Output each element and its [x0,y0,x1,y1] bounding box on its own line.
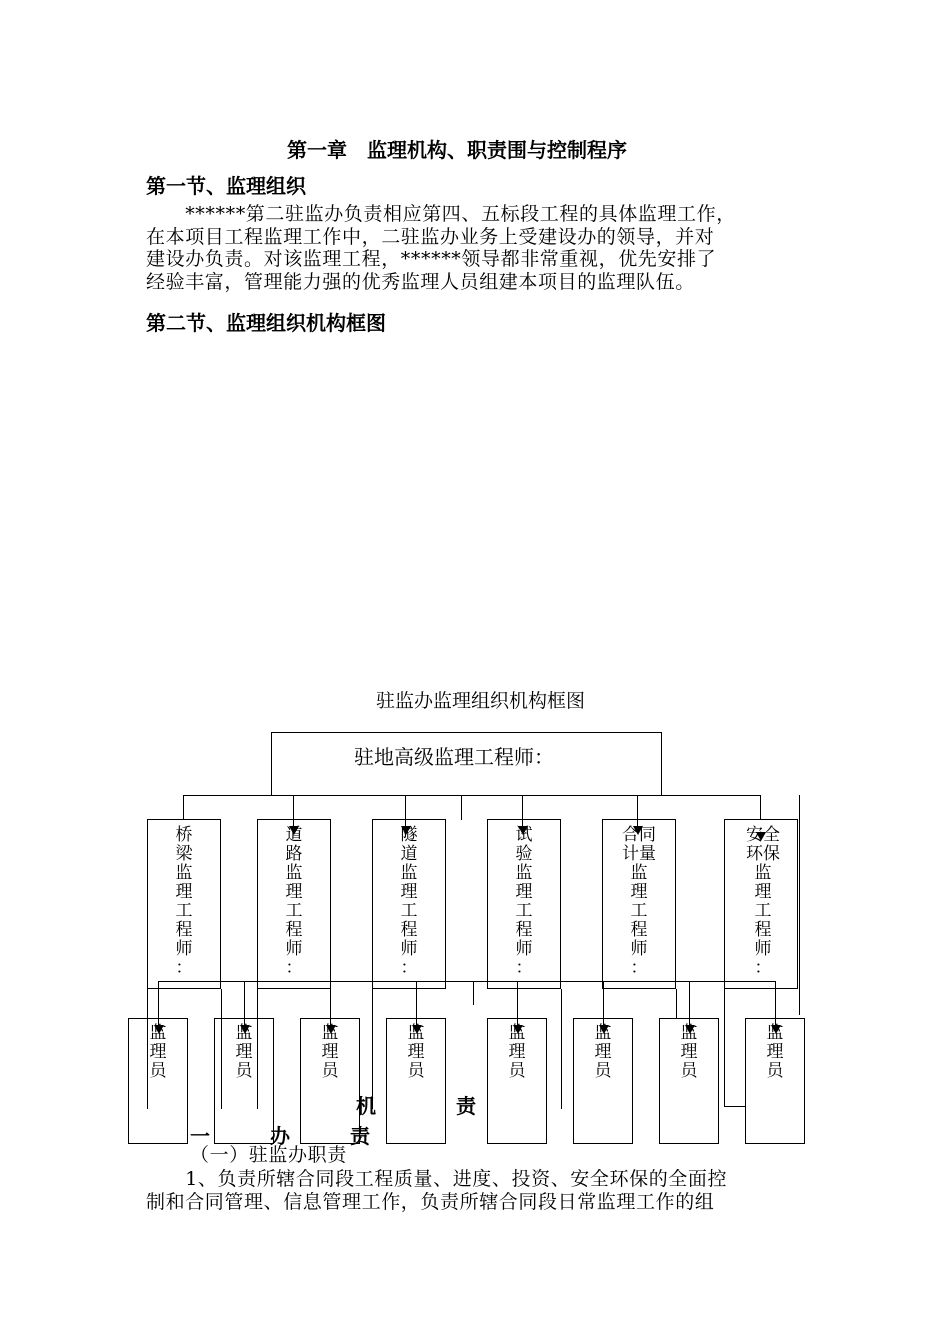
connector-line [183,795,184,819]
connector-line [405,796,406,826]
inspector-label: 监 理 员 [594,1023,612,1081]
paragraph-line: 1、负责所辖合同段工程质量、进度、投资、安全环保的全面控 [146,1168,728,1190]
senior-engineer-label: 驻地高级监理工程师： [354,745,554,769]
connector-line [461,796,462,820]
engineer-label-bridge: 桥 梁 监 理 工 程 师 ： [175,825,193,978]
connector-line [293,796,294,826]
connector-line [473,981,474,1005]
connector-line [561,989,562,1109]
engineer-label-contract: 合同 计量 监 理 工 程 师 ： [622,825,656,978]
inspector-label: 监 理 员 [407,1023,425,1081]
org-chart-caption: 驻监办监理组织机构框图 [376,690,586,712]
connector-line [799,1005,800,1015]
connector-line [724,989,725,1107]
inspector-label: 监 理 员 [766,1023,784,1081]
inspector-label: 监 理 员 [680,1023,698,1081]
inspector-label: 监 理 员 [149,1023,167,1081]
overlapped-heading-2: 一 办 责 [190,1124,370,1148]
overlapped-heading-1: 机 责 [356,1094,476,1118]
paragraph-line: 制和合同管理、信息管理工作，负责所辖合同段日常监理工作的组 [146,1190,715,1213]
inspector-label: 监 理 员 [508,1023,526,1081]
paragraph-line: 经验丰富，管理能力强的优秀监理人员组建本项目的监理队伍。 [146,270,695,293]
engineer-label-road: 道 路 监 理 工 程 师 ： [285,825,303,978]
engineer-label-tunnel: 隧 道 监 理 工 程 师 ： [400,825,418,978]
paragraph-line: ******第二驻监办负责相应第四、五标段工程的具体监理工作， [146,203,736,225]
connector-line [183,795,761,796]
senior-engineer-box [271,732,662,796]
engineer-label-safety: 安全 环保 监 理 工 程 师 ： [746,825,780,978]
paragraph-line: 建设办负责。对该监理工程，******领导都非常重视，优先安排了 [146,248,717,270]
inspector-label: 监 理 员 [321,1023,339,1081]
connector-line [637,796,638,826]
paragraph-line: 在本项目工程监理工作中，二驻监办业务上受建设办的领导，并对 [146,225,715,248]
section-2-title: 第二节、监理组织机构框图 [146,311,386,335]
chapter-title: 第一章 监理机构、职责围与控制程序 [287,138,627,162]
connector-line [158,981,776,982]
connector-line [522,796,523,826]
subsection-title: （一）驻监办职责 [190,1144,347,1166]
duty-paragraph [146,1168,826,1213]
section-1-title: 第一节、监理组织 [146,174,306,198]
engineer-label-testing: 试 验 监 理 工 程 师 ： [515,825,533,978]
connector-line [799,795,800,1005]
inspector-label: 监 理 员 [235,1023,253,1081]
